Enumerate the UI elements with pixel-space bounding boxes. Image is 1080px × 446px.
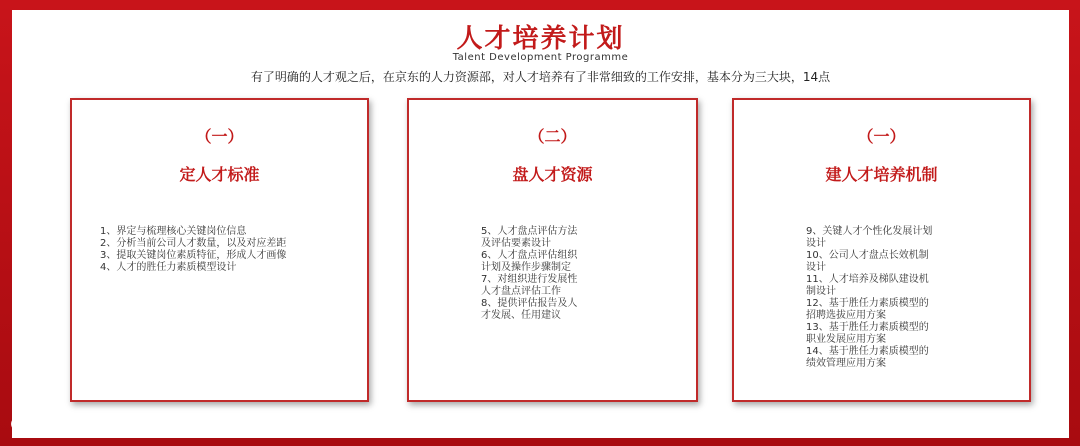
page-title: 人才培养计划 xyxy=(456,24,625,54)
list-item: 招聘选拔应用方案 xyxy=(806,310,886,321)
list-item: 5、人才盘点评估方法 xyxy=(481,226,578,237)
list-item: 13、基于胜任力素质模型的 xyxy=(806,322,929,333)
list-item: 设计 xyxy=(806,262,826,273)
card-number: （一） xyxy=(195,127,244,146)
card-heading: 盘人才资源 xyxy=(512,165,593,184)
chat-bubbles-icon xyxy=(10,414,42,436)
list-item: 制设计 xyxy=(806,286,836,297)
card-resources xyxy=(407,98,698,402)
card-heading: 建人才培养机制 xyxy=(825,165,938,184)
list-item: 职业发展应用方案 xyxy=(806,334,886,345)
intro-text: 有了明确的人才观之后，在京东的人力资源部，对人才培养有了非常细致的工作安排，基本分为三大块，14点 xyxy=(250,70,831,84)
list-item: 才发展、任用建议 xyxy=(481,310,561,321)
list-item: 3、提取关键岗位素质特征，形成人才画像 xyxy=(100,250,287,261)
list-item: 14、基于胜任力素质模型的 xyxy=(806,346,929,357)
card-list xyxy=(481,226,651,322)
list-item: 7、对组织进行发展性 xyxy=(481,274,578,285)
slide xyxy=(12,10,1069,438)
list-item: 及评估要素设计 xyxy=(481,238,551,249)
card-list xyxy=(100,226,360,274)
card-number: （二） xyxy=(528,127,577,146)
list-item: 设计 xyxy=(806,238,826,249)
list-item: 12、基于胜任力素质模型的 xyxy=(806,298,929,309)
list-item: 绩效管理应用方案 xyxy=(806,358,886,369)
card-standards xyxy=(70,98,369,402)
list-item: 8、提供评估报告及人 xyxy=(481,298,578,309)
list-item: 10、公司人才盘点长效机制 xyxy=(806,250,929,261)
watermark xyxy=(10,410,120,440)
list-item: 1、界定与梳理核心关键岗位信息 xyxy=(100,226,247,237)
list-item: 人才盘点评估工作 xyxy=(481,286,561,297)
page-subtitle: Talent Development Programme xyxy=(452,52,629,63)
list-item: 计划及操作步骤制定 xyxy=(481,262,571,273)
card-list xyxy=(806,226,986,370)
card-mechanism xyxy=(732,98,1031,402)
list-item: 9、关键人才个性化发展计划 xyxy=(806,226,933,237)
list-item: 6、人才盘点评估组织 xyxy=(481,250,578,261)
list-item: 2、分析当前公司人才数量，以及对应差距 xyxy=(100,238,287,249)
list-item: 4、人才的胜任力素质模型设计 xyxy=(100,262,237,273)
list-item: 11、人才培养及梯队建设机 xyxy=(806,274,929,285)
card-heading: 定人才标准 xyxy=(179,165,260,184)
card-number: （一） xyxy=(857,127,906,146)
watermark-text: 大数跨境 xyxy=(48,416,120,437)
